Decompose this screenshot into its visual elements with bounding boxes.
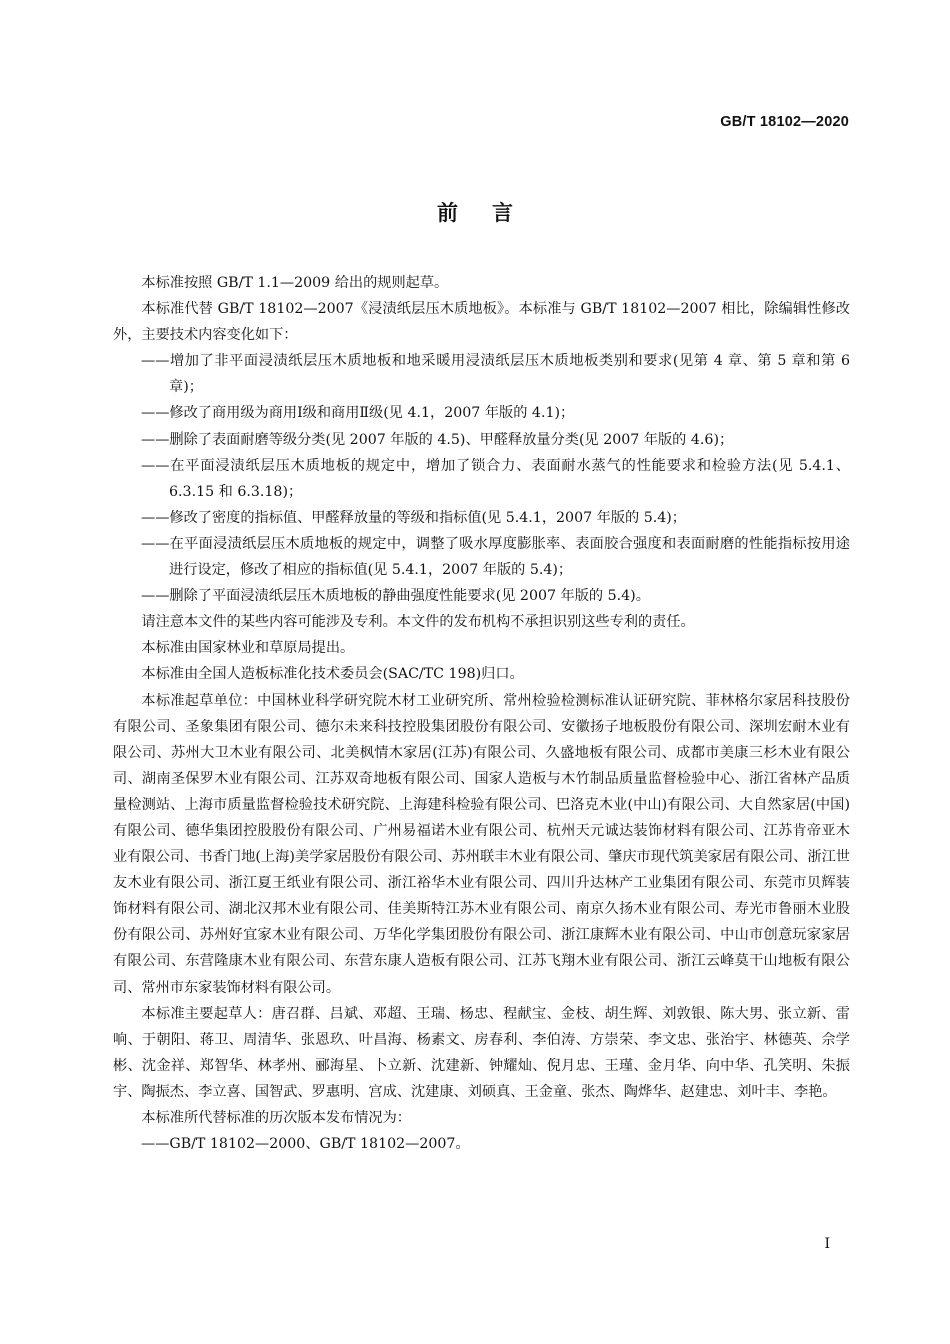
paragraph-drafting-rules: 本标准按照 GB/T 1.1—2009 给出的规则起草。	[141, 275, 449, 291]
change-item: ——删除了表面耐磨等级分类(见 2007 年版的 4.5)、甲醛释放量分类(见 2007 年版的 4.6)；	[141, 431, 734, 448]
change-item: ——删除了平面浸渍纸层压木质地板的静曲强度性能要求(见 2007 年版的 5.4)。	[141, 588, 650, 605]
change-item: ——在平面浸渍纸层压木质地板的规定中，增加了锁合力、表面耐水蒸气的性能要求和检验方法(见 5.4.1、6.3.15 和 6.3.18)；	[141, 457, 850, 500]
paragraph-replaces: 本标准代替 GB/T 18102—2007《浸渍纸层压木质地板》。本标准与 GB/T 18102—2007 相比，除编辑性修改外，主要技术内容变化如下：	[113, 301, 850, 344]
paragraph-history: 本标准所代替标准的历次版本发布情况为：	[141, 1110, 411, 1126]
preface-body	[113, 270, 850, 1157]
change-item: ——修改了密度的指标值、甲醛释放量的等级和指标值(见 5.4.1，2007 年版的 5.4)；	[141, 509, 686, 526]
change-item: ——修改了商用级为商用Ⅰ级和商用Ⅱ级(见 4.1，2007 年版的 4.1)；	[141, 405, 575, 422]
paragraph-committee: 本标准由全国人造板标准化技术委员会(SAC/TC 198)归口。	[141, 666, 524, 683]
paragraph-patent-notice: 请注意本文件的某些内容可能涉及专利。本文件的发布机构不承担识别这些专利的责任。	[141, 614, 695, 631]
change-item: ——增加了非平面浸渍纸层压木质地板和地采暖用浸渍纸层压木质地板类别和要求(见第 4 章、第 5 章和第 6 章)；	[141, 353, 850, 396]
page-title: 前言	[437, 201, 547, 225]
paragraph-proposed-by: 本标准由国家林业和草原局提出。	[141, 640, 355, 657]
page-number: I	[824, 1236, 830, 1252]
paragraph-drafting-units: 本标准起草单位：中国林业科学研究院木材工业研究所、常州检验检测标准认证研究院、菲林格尔家居科技股份有限公司、圣象集团有限公司、德尔未来科技控股集团股份有限公司、安徽扬子地板股份有限公司、深圳宏耐木业有限公司、苏州大卫木业有限公司、北美枫情木家居(江苏)有限公司、久盛地板有限公司、成都市美康三杉木业有限公司、湖南圣保罗木业有限公司、江苏双奇地板有限公司、国家人造板与木竹制品质量监督检验中心、浙江省林产品质量检测站、上海市质量监督检验技术研究院、上海建科检验有限公司、巴洛克木业(中山)有限公司、大自然家居(中国)有限公司、德华集团控股股份有限公司、广州易福诺木业有限公司、杭州天元诚达装饰材料有限公司、江苏肯帝亚木业有限公司、书香门地(上海)美学家居股份有限公司、苏州联丰木业有限公司、肇庆市现代筑美家居有限公司、浙江世友木业有限公司、浙江夏王纸业有限公司、浙江裕华木业有限公司、四川升达林产工业集团有限公司、东莞市贝辉装饰材料有限公司、湖北汉邦木业有限公司、佳美斯特江苏木业有限公司、南京久扬木业有限公司、寿光市鲁丽木业股份有限公司、苏州好宜家木业有限公司、万华化学集团股份有限公司、浙江康辉木业有限公司、中山市创意玩家家居有限公司、东营隆康木业有限公司、东营东康人造板有限公司、江苏飞翔木业有限公司、浙江云峰莫干山地板有限公司、常州市东家装饰材料有限公司。	[113, 692, 850, 996]
standard-code: GB/T 18102—2020	[720, 114, 849, 130]
paragraph-drafters: 本标准主要起草人：唐召群、吕斌、邓超、王瑞、杨忠、程献宝、金枝、胡生辉、刘敦银、陈大男、张立新、雷响、于朝阳、蒋卫、周清华、张恩玖、叶昌海、杨素文、房春利、李伯涛、方崇荣、李文忠、张治宇、林德英、佘学彬、沈金祥、郑智华、林孝州、郦海星、卜立新、沈建新、钟耀灿、倪月忠、王瑾、金月华、向中华、孔笑明、朱振宇、陶振杰、李立喜、国智武、罗惠明、宫成、沈建康、刘硕真、王金童、张杰、陶烨华、赵建忠、刘叶丰、李艳。	[113, 1005, 850, 1100]
change-item: ——在平面浸渍纸层压木质地板的规定中，调整了吸水厚度膨胀率、表面胶合强度和表面耐磨的性能指标按用途进行设定，修改了相应的指标值(见 5.4.1，2007 年版的 5.4)；	[141, 535, 850, 579]
history-item: ——GB/T 18102—2000、GB/T 18102—2007。	[141, 1136, 470, 1153]
